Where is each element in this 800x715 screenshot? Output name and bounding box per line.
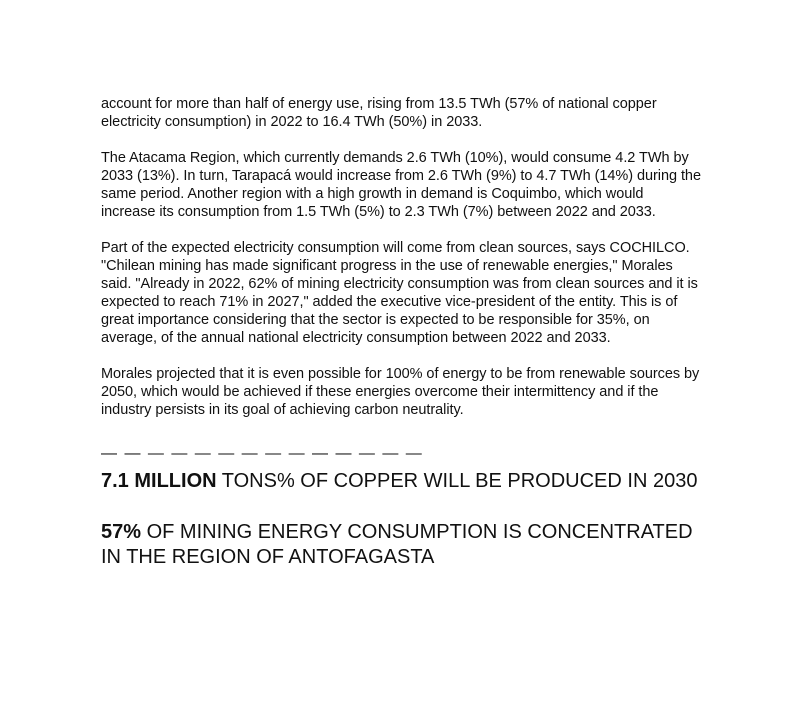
section-divider: — — — — — — — — — — — — — —	[101, 445, 424, 462]
paragraph-atacama-region: The Atacama Region, which currently demands 2.6 TWh (10%), would consume 4.2 TWh by 2033 (13%). In turn, Tarapacá would increase from 2.6 TWh (9%) to 4.7 TWh (14%) during the same period. Another region with a high growth in demand is Coquimbo, which would increase its consumption from 1.5 TWh (5%) to 2.3 TWh (7%) between 2022 and 2033.	[101, 150, 701, 220]
stat-copper-highlight: 7.1 MILLION	[101, 470, 217, 492]
paragraph-clean-sources: Part of the expected electricity consumption will come from clean sources, says COCHILCO. "Chilean mining has made significant progress in the use of renewable energies," Morales said. "Already in 2022, 62% of mining electricity consumption was from clean sources and it is expected to reach 71% in 2027," added the executive vice-president of the entity. This is of great importance considering that the sector is expected to be responsible for 35%, on average, of the annual national electricity consumption between 2022 and 2033.	[101, 240, 698, 346]
article-body	[101, 95, 701, 570]
paragraph-renewable-projection: Morales projected that it is even possible for 100% of energy to be from renewable sources by 2050, which would be achieved if these energies overcome their intermittency and if the industry persists in its goal of achieving carbon neutrality.	[101, 366, 700, 418]
stat-energy-text: OF MINING ENERGY CONSUMPTION IS CONCENTRATED IN THE REGION OF ANTOFAGASTA	[101, 521, 693, 568]
stat-copper-production	[101, 469, 701, 494]
stat-copper-text: TONS% OF COPPER WILL BE PRODUCED IN 2030	[216, 470, 698, 492]
paragraph-energy-use: account for more than half of energy use, rising from 13.5 TWh (57% of national copper electricity consumption) in 2022 to 16.4 TWh (50%) in 2033.	[101, 96, 657, 130]
stat-energy-highlight: 57%	[101, 521, 142, 543]
stat-energy-concentration	[101, 520, 701, 570]
